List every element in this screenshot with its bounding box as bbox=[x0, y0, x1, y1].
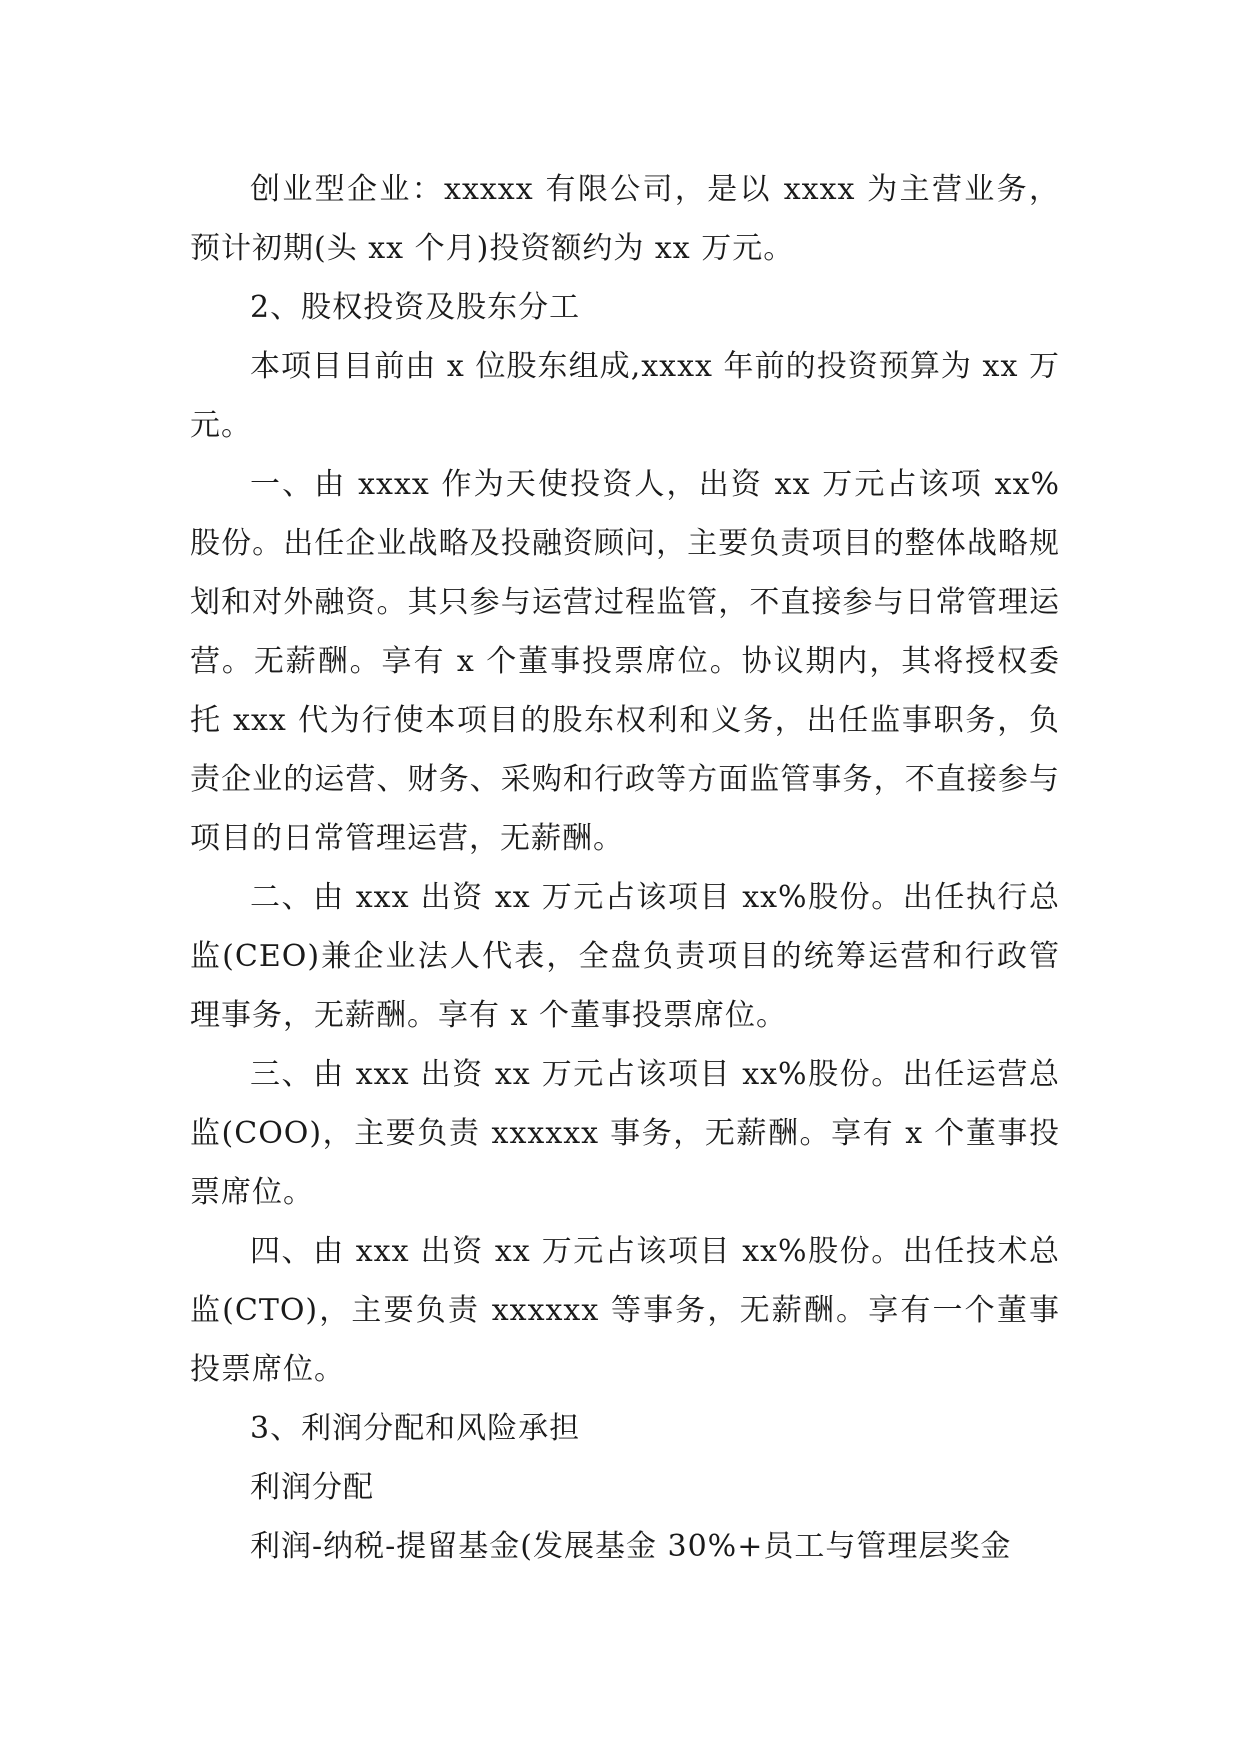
paragraph-coo: 三、由 xxx 出资 xx 万元占该项目 xx%股份。出任运营总监(COO)，主要负责 xxxxxx 事务，无薪酬。享有 x 个董事投票席位。 bbox=[190, 1057, 1060, 1210]
paragraph-profit-formula: 利润-纳税-提留基金(发展基金 30%+员工与管理层奖金 bbox=[250, 1529, 1012, 1564]
paragraph-ceo: 二、由 xxx 出资 xx 万元占该项目 xx%股份。出任执行总监(CEO)兼企业法人代表，全盘负责项目的统筹运营和行政管理事务，无薪酬。享有 x 个董事投票席位。 bbox=[190, 880, 1060, 1033]
heading-profit-risk: 3、利润分配和风险承担 bbox=[250, 1411, 581, 1446]
document-body bbox=[190, 160, 1060, 1576]
paragraph-cto: 四、由 xxx 出资 xx 万元占该项目 xx%股份。出任技术总监(CTO)，主要负责 xxxxxx 等事务，无薪酬。享有一个董事投票席位。 bbox=[190, 1234, 1060, 1387]
paragraph-company-intro: 创业型企业：xxxxx 有限公司，是以 xxxx 为主营业务，预计初期(头 xx 个月)投资额约为 xx 万元。 bbox=[190, 172, 1060, 266]
paragraph-shareholders: 本项目目前由 x 位股东组成,xxxx 年前的投资预算为 xx 万元。 bbox=[190, 349, 1060, 443]
heading-equity-investment: 2、股权投资及股东分工 bbox=[250, 290, 581, 325]
subheading-profit-distribution: 利润分配 bbox=[250, 1470, 374, 1505]
paragraph-angel-investor: 一、由 xxxx 作为天使投资人，出资 xx 万元占该项 xx%股份。出任企业战略及投融资顾问，主要负责项目的整体战略规划和对外融资。其只参与运营过程监管，不直接参与日常管理运营。无薪酬。享有 x 个董事投票席位。协议期内，其将授权委托 xxx 代为行使本项目的股东权利和义务，出任监事职务，负责企业的运营、财务、采购和行政等方面监管事务，不直接参与项目的日常管理运营，无薪酬。 bbox=[190, 467, 1060, 856]
